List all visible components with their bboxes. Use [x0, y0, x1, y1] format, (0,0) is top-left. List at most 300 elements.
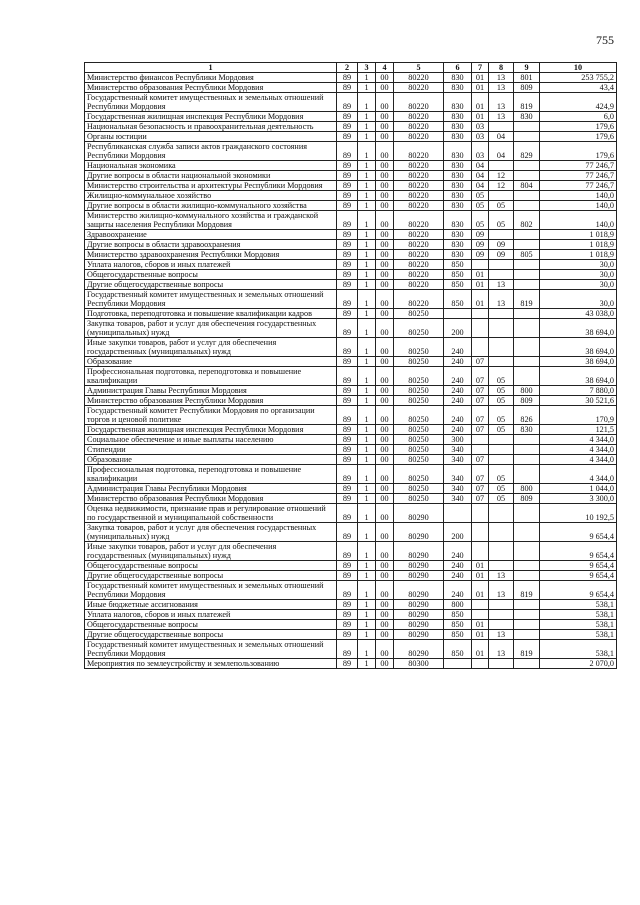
cell-item-name: Органы юстиции [85, 132, 337, 142]
cell-code-col2: 89 [337, 181, 358, 191]
cell-code-col9 [514, 240, 540, 250]
cell-code-col8: 05 [489, 211, 514, 230]
cell-code-col8 [489, 435, 514, 445]
cell-item-name: Администрация Главы Республики Мордовия [85, 386, 337, 396]
cell-code-col8: 12 [489, 181, 514, 191]
cell-code-col4: 00 [376, 620, 394, 630]
cell-code-col5: 80290 [394, 620, 444, 630]
cell-amount: 121,5 [540, 425, 617, 435]
cell-item-name: Другие общегосударственные вопросы [85, 280, 337, 290]
cell-code-col6: 830 [444, 201, 472, 211]
cell-code-col4: 00 [376, 367, 394, 386]
cell-code-col2: 89 [337, 561, 358, 571]
cell-code-col6: 340 [444, 455, 472, 465]
cell-code-col6: 830 [444, 132, 472, 142]
cell-code-col8: 05 [489, 396, 514, 406]
cell-code-col2: 89 [337, 290, 358, 309]
cell-code-col9 [514, 571, 540, 581]
cell-code-col8: 05 [489, 406, 514, 425]
cell-code-col9: 819 [514, 93, 540, 112]
column-header: 3 [358, 63, 376, 73]
cell-code-col8: 05 [489, 465, 514, 484]
cell-code-col5: 80220 [394, 112, 444, 122]
cell-code-col7: 01 [472, 630, 489, 640]
cell-code-col2: 89 [337, 600, 358, 610]
cell-amount: 30,0 [540, 260, 617, 270]
cell-item-name: Министерство образования Республики Мордовия [85, 494, 337, 504]
cell-code-col7 [472, 260, 489, 270]
cell-item-name: Государственная жилищная инспекция Республики Мордовия [85, 112, 337, 122]
cell-code-col2: 89 [337, 309, 358, 319]
cell-code-col3: 1 [358, 396, 376, 406]
cell-code-col5: 80220 [394, 240, 444, 250]
cell-code-col4: 00 [376, 610, 394, 620]
cell-code-col3: 1 [358, 425, 376, 435]
cell-code-col8: 13 [489, 290, 514, 309]
cell-code-col6: 830 [444, 142, 472, 161]
cell-code-col4: 00 [376, 659, 394, 669]
table-row [85, 161, 617, 171]
column-header: 4 [376, 63, 394, 73]
cell-code-col6: 830 [444, 93, 472, 112]
table-row [85, 494, 617, 504]
column-header: 7 [472, 63, 489, 73]
cell-code-col7: 07 [472, 357, 489, 367]
cell-code-col4: 00 [376, 406, 394, 425]
table-row [85, 561, 617, 571]
cell-code-col9 [514, 191, 540, 201]
cell-code-col6: 240 [444, 357, 472, 367]
cell-code-col9: 800 [514, 484, 540, 494]
cell-item-name: Другие общегосударственные вопросы [85, 630, 337, 640]
cell-item-name: Подготовка, переподготовка и повышение квалификации кадров [85, 309, 337, 319]
cell-code-col6: 850 [444, 270, 472, 280]
cell-code-col7 [472, 435, 489, 445]
cell-item-name: Социальное обеспечение и иные выплаты населению [85, 435, 337, 445]
cell-code-col6: 240 [444, 542, 472, 561]
cell-code-col5: 80250 [394, 367, 444, 386]
cell-amount: 7 880,0 [540, 386, 617, 396]
cell-code-col9 [514, 230, 540, 240]
cell-code-col3: 1 [358, 93, 376, 112]
cell-code-col4: 00 [376, 240, 394, 250]
cell-code-col3: 1 [358, 280, 376, 290]
cell-code-col8: 13 [489, 640, 514, 659]
table-row [85, 504, 617, 523]
table-row [85, 260, 617, 270]
cell-amount: 9 654,4 [540, 561, 617, 571]
table-row [85, 542, 617, 561]
cell-code-col9: 805 [514, 250, 540, 260]
cell-code-col4: 00 [376, 571, 394, 581]
cell-item-name: Оценка недвижимости, признание прав и регулирование отношений по государственной и муниципальной собственности [85, 504, 337, 523]
cell-code-col4: 00 [376, 270, 394, 280]
cell-code-col5: 80250 [394, 455, 444, 465]
cell-code-col5: 80220 [394, 211, 444, 230]
cell-code-col6: 850 [444, 620, 472, 630]
cell-code-col5: 80290 [394, 630, 444, 640]
cell-code-col7: 09 [472, 250, 489, 260]
cell-code-col2: 89 [337, 142, 358, 161]
cell-amount: 43,4 [540, 83, 617, 93]
cell-code-col7: 07 [472, 406, 489, 425]
cell-code-col7 [472, 542, 489, 561]
cell-code-col6: 200 [444, 523, 472, 542]
cell-code-col4: 00 [376, 280, 394, 290]
table-row [85, 250, 617, 260]
table-row [85, 211, 617, 230]
cell-code-col3: 1 [358, 319, 376, 338]
cell-code-col2: 89 [337, 659, 358, 669]
cell-code-col6: 240 [444, 406, 472, 425]
cell-code-col4: 00 [376, 581, 394, 600]
cell-code-col9 [514, 523, 540, 542]
cell-code-col5: 80290 [394, 610, 444, 620]
cell-code-col2: 89 [337, 270, 358, 280]
cell-code-col4: 00 [376, 435, 394, 445]
cell-item-name: Другие вопросы в области здравоохранения [85, 240, 337, 250]
cell-code-col4: 00 [376, 191, 394, 201]
cell-code-col2: 89 [337, 396, 358, 406]
cell-code-col3: 1 [358, 211, 376, 230]
cell-amount: 1 018,9 [540, 230, 617, 240]
cell-code-col7: 07 [472, 465, 489, 484]
cell-code-col3: 1 [358, 83, 376, 93]
cell-code-col4: 00 [376, 83, 394, 93]
cell-code-col2: 89 [337, 445, 358, 455]
cell-code-col5: 80220 [394, 142, 444, 161]
cell-code-col6: 340 [444, 445, 472, 455]
table-row [85, 240, 617, 250]
cell-code-col3: 1 [358, 201, 376, 211]
cell-code-col9 [514, 455, 540, 465]
cell-code-col4: 00 [376, 630, 394, 640]
cell-code-col9 [514, 171, 540, 181]
cell-code-col6: 850 [444, 260, 472, 270]
cell-code-col8 [489, 191, 514, 201]
cell-code-col7: 03 [472, 132, 489, 142]
cell-code-col6: 850 [444, 630, 472, 640]
budget-table-container [84, 62, 616, 669]
cell-code-col9: 802 [514, 211, 540, 230]
cell-code-col4: 00 [376, 230, 394, 240]
cell-code-col4: 00 [376, 561, 394, 571]
cell-code-col6: 830 [444, 211, 472, 230]
cell-code-col2: 89 [337, 386, 358, 396]
cell-code-col2: 89 [337, 250, 358, 260]
cell-amount: 2 070,0 [540, 659, 617, 669]
page-number: 755 [596, 33, 614, 47]
cell-item-name: Администрация Главы Республики Мордовия [85, 484, 337, 494]
cell-code-col6: 800 [444, 600, 472, 610]
cell-code-col3: 1 [358, 659, 376, 669]
cell-code-col9: 809 [514, 83, 540, 93]
cell-code-col8: 13 [489, 112, 514, 122]
cell-code-col3: 1 [358, 484, 376, 494]
cell-code-col6: 340 [444, 494, 472, 504]
cell-code-col5: 80300 [394, 659, 444, 669]
table-row [85, 600, 617, 610]
cell-code-col8: 05 [489, 484, 514, 494]
cell-amount: 38 694,0 [540, 367, 617, 386]
table-row [85, 581, 617, 600]
cell-code-col5: 80220 [394, 230, 444, 240]
cell-amount: 538,1 [540, 600, 617, 610]
cell-code-col4: 00 [376, 425, 394, 435]
cell-code-col8 [489, 561, 514, 571]
cell-code-col2: 89 [337, 523, 358, 542]
table-row [85, 181, 617, 191]
cell-amount: 179,6 [540, 132, 617, 142]
cell-item-name: Иные закупки товаров, работ и услуг для обеспечения государственных (муниципальных) нужд [85, 542, 337, 561]
cell-code-col9: 819 [514, 581, 540, 600]
cell-code-col7: 07 [472, 386, 489, 396]
cell-code-col4: 00 [376, 290, 394, 309]
cell-amount: 538,1 [540, 620, 617, 630]
cell-code-col3: 1 [358, 181, 376, 191]
cell-code-col5: 80290 [394, 571, 444, 581]
cell-amount: 38 694,0 [540, 338, 617, 357]
cell-code-col6: 240 [444, 581, 472, 600]
cell-code-col9: 830 [514, 425, 540, 435]
cell-code-col9: 819 [514, 290, 540, 309]
cell-code-col5: 80250 [394, 494, 444, 504]
cell-code-col3: 1 [358, 73, 376, 83]
cell-code-col4: 00 [376, 161, 394, 171]
cell-amount: 140,0 [540, 211, 617, 230]
cell-code-col8: 13 [489, 630, 514, 640]
cell-amount: 253 755,2 [540, 73, 617, 83]
cell-code-col3: 1 [358, 191, 376, 201]
cell-code-col8 [489, 542, 514, 561]
cell-code-col7: 09 [472, 230, 489, 240]
cell-code-col2: 89 [337, 542, 358, 561]
cell-code-col6: 240 [444, 367, 472, 386]
table-row [85, 132, 617, 142]
table-row [85, 201, 617, 211]
cell-code-col4: 00 [376, 309, 394, 319]
cell-code-col5: 80250 [394, 435, 444, 445]
cell-code-col2: 89 [337, 571, 358, 581]
cell-code-col6: 830 [444, 240, 472, 250]
table-row [85, 280, 617, 290]
cell-code-col3: 1 [358, 455, 376, 465]
cell-code-col2: 89 [337, 630, 358, 640]
cell-code-col5: 80290 [394, 523, 444, 542]
cell-code-col8 [489, 455, 514, 465]
cell-code-col4: 00 [376, 201, 394, 211]
cell-item-name: Общегосударственные вопросы [85, 270, 337, 280]
cell-amount: 140,0 [540, 191, 617, 201]
cell-code-col6: 240 [444, 386, 472, 396]
cell-code-col7: 01 [472, 571, 489, 581]
cell-amount: 179,6 [540, 142, 617, 161]
cell-code-col6: 830 [444, 122, 472, 132]
cell-code-col8 [489, 338, 514, 357]
cell-code-col9: 829 [514, 142, 540, 161]
cell-code-col3: 1 [358, 640, 376, 659]
cell-code-col8 [489, 122, 514, 132]
cell-item-name: Министерство строительства и архитектуры Республики Мордовия [85, 181, 337, 191]
cell-code-col5: 80250 [394, 484, 444, 494]
cell-code-col7: 05 [472, 201, 489, 211]
cell-code-col2: 89 [337, 338, 358, 357]
cell-code-col5: 80220 [394, 161, 444, 171]
cell-item-name: Другие вопросы в области национальной экономики [85, 171, 337, 181]
cell-code-col4: 00 [376, 319, 394, 338]
column-header: 1 [85, 63, 337, 73]
cell-code-col8: 13 [489, 73, 514, 83]
cell-code-col6: 240 [444, 338, 472, 357]
cell-code-col9 [514, 620, 540, 630]
cell-code-col6: 830 [444, 161, 472, 171]
cell-code-col6: 340 [444, 484, 472, 494]
cell-code-col4: 00 [376, 132, 394, 142]
cell-item-name: Стипендии [85, 445, 337, 455]
table-row [85, 620, 617, 630]
cell-code-col4: 00 [376, 171, 394, 181]
cell-code-col5: 80250 [394, 386, 444, 396]
cell-item-name: Иные закупки товаров, работ и услуг для обеспечения государственных (муниципальных) нужд [85, 338, 337, 357]
cell-code-col4: 00 [376, 181, 394, 191]
cell-code-col8: 05 [489, 425, 514, 435]
cell-code-col2: 89 [337, 191, 358, 201]
cell-code-col6: 850 [444, 610, 472, 620]
column-header: 2 [337, 63, 358, 73]
cell-code-col7: 07 [472, 455, 489, 465]
cell-code-col9 [514, 659, 540, 669]
cell-code-col8 [489, 309, 514, 319]
cell-code-col5: 80290 [394, 581, 444, 600]
cell-code-col2: 89 [337, 357, 358, 367]
cell-code-col4: 00 [376, 386, 394, 396]
cell-code-col7: 01 [472, 640, 489, 659]
cell-code-col4: 00 [376, 250, 394, 260]
table-row [85, 367, 617, 386]
cell-code-col9 [514, 610, 540, 620]
cell-amount: 538,1 [540, 640, 617, 659]
cell-code-col2: 89 [337, 132, 358, 142]
cell-code-col2: 89 [337, 93, 358, 112]
cell-code-col7: 01 [472, 83, 489, 93]
cell-code-col7: 04 [472, 161, 489, 171]
cell-code-col3: 1 [358, 581, 376, 600]
cell-code-col9 [514, 201, 540, 211]
table-row [85, 230, 617, 240]
cell-code-col3: 1 [358, 494, 376, 504]
cell-item-name: Жилищно-коммунальное хозяйство [85, 191, 337, 201]
cell-code-col7 [472, 338, 489, 357]
table-body [85, 73, 617, 669]
cell-code-col4: 00 [376, 142, 394, 161]
table-row [85, 445, 617, 455]
cell-amount: 1 044,0 [540, 484, 617, 494]
cell-code-col4: 00 [376, 338, 394, 357]
cell-code-col9 [514, 319, 540, 338]
cell-code-col6: 240 [444, 425, 472, 435]
cell-code-col3: 1 [358, 523, 376, 542]
cell-code-col3: 1 [358, 122, 376, 132]
cell-code-col6: 830 [444, 230, 472, 240]
table-row [85, 523, 617, 542]
budget-table [84, 62, 617, 669]
cell-code-col3: 1 [358, 142, 376, 161]
cell-code-col2: 89 [337, 230, 358, 240]
cell-code-col8 [489, 620, 514, 630]
cell-code-col4: 00 [376, 93, 394, 112]
cell-item-name: Другие общегосударственные вопросы [85, 571, 337, 581]
cell-code-col5: 80220 [394, 290, 444, 309]
cell-item-name: Здравоохранение [85, 230, 337, 240]
table-row [85, 191, 617, 201]
cell-code-col6: 240 [444, 396, 472, 406]
cell-code-col9 [514, 338, 540, 357]
cell-code-col7 [472, 523, 489, 542]
cell-code-col4: 00 [376, 600, 394, 610]
cell-code-col2: 89 [337, 620, 358, 630]
cell-code-col5: 80220 [394, 93, 444, 112]
cell-item-name: Министерство жилищно-коммунального хозяйства и гражданской защиты населения Республики Мордовия [85, 211, 337, 230]
cell-amount: 538,1 [540, 630, 617, 640]
cell-code-col4: 00 [376, 484, 394, 494]
cell-code-col8: 13 [489, 280, 514, 290]
cell-amount: 30,0 [540, 270, 617, 280]
cell-amount: 170,9 [540, 406, 617, 425]
cell-code-col3: 1 [358, 290, 376, 309]
cell-code-col5: 80250 [394, 396, 444, 406]
cell-code-col8: 12 [489, 171, 514, 181]
cell-item-name: Профессиональная подготовка, переподготовка и повышение квалификации [85, 367, 337, 386]
cell-code-col6: 830 [444, 191, 472, 201]
cell-code-col3: 1 [358, 309, 376, 319]
cell-code-col2: 89 [337, 73, 358, 83]
cell-code-col9 [514, 367, 540, 386]
cell-amount: 424,9 [540, 93, 617, 112]
cell-code-col3: 1 [358, 132, 376, 142]
cell-code-col2: 89 [337, 435, 358, 445]
cell-code-col6: 850 [444, 290, 472, 309]
cell-code-col6: 200 [444, 319, 472, 338]
cell-code-col8 [489, 260, 514, 270]
cell-code-col4: 00 [376, 465, 394, 484]
cell-item-name: Уплата налогов, сборов и иных платежей [85, 260, 337, 270]
cell-code-col5: 80220 [394, 270, 444, 280]
cell-code-col9: 800 [514, 386, 540, 396]
cell-code-col8: 13 [489, 93, 514, 112]
table-row [85, 640, 617, 659]
cell-code-col6: 340 [444, 465, 472, 484]
cell-code-col4: 00 [376, 122, 394, 132]
cell-code-col3: 1 [358, 230, 376, 240]
cell-code-col3: 1 [358, 630, 376, 640]
cell-code-col9: 819 [514, 640, 540, 659]
cell-code-col8: 05 [489, 494, 514, 504]
cell-code-col7: 09 [472, 240, 489, 250]
cell-code-col3: 1 [358, 406, 376, 425]
cell-code-col4: 00 [376, 640, 394, 659]
table-row [85, 484, 617, 494]
cell-code-col3: 1 [358, 171, 376, 181]
cell-amount: 38 694,0 [540, 319, 617, 338]
table-row [85, 659, 617, 669]
cell-code-col9 [514, 357, 540, 367]
cell-item-name: Образование [85, 455, 337, 465]
cell-code-col6: 300 [444, 435, 472, 445]
cell-code-col7: 01 [472, 620, 489, 630]
cell-code-col4: 00 [376, 445, 394, 455]
cell-amount: 77 246,7 [540, 171, 617, 181]
cell-code-col2: 89 [337, 201, 358, 211]
